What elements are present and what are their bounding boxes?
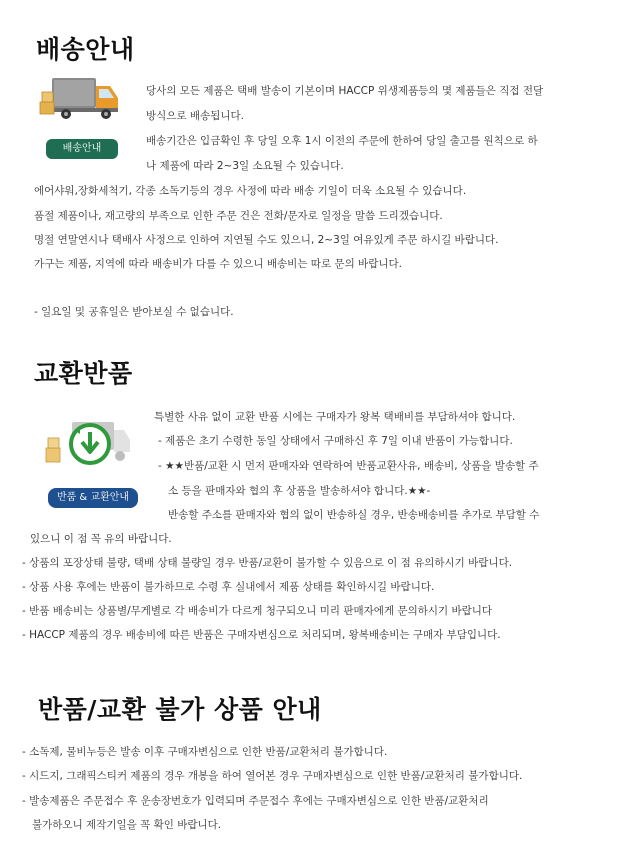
exchange-line: 소 등을 판매자와 협의 후 상품을 발송하셔야 합니다.★★-	[168, 485, 431, 497]
shipping-badge: 배송안내	[46, 139, 118, 159]
shipping-line: 당사의 모든 제품은 택배 발송이 기본이며 HACCP 위생제품등의 몇 제품들은 직접 전달	[146, 85, 544, 97]
shipping-line: 방식으로 배송됩니다.	[146, 110, 244, 122]
delivery-truck-icon	[38, 72, 128, 134]
shipping-line: 에어샤워,장화세척기, 각종 소독기등의 경우 사정에 따라 배송 기일이 더욱 소요될 수 있습니다.	[34, 185, 467, 197]
exchange-line: 있으니 이 점 꼭 유의 바랍니다.	[30, 533, 172, 545]
exchange-line: - 상품의 포장상태 불량, 택배 상태 불량일 경우 반품/교환이 불가할 수 있음으로 이 점 유의하시기 바랍니다.	[22, 557, 513, 569]
nonreturn-line: 불가하오니 제작기일을 꼭 확인 바랍니다.	[32, 819, 222, 831]
exchange-line: - HACCP 제품의 경우 배송비에 따른 반품은 구매자변심으로 처리되며, 왕복배송비는 구매자 부담입니다.	[22, 629, 501, 641]
nonreturn-line: - 소독제, 물비누등은 발송 이후 구매자변심으로 인한 반품/교환처리 불가합니다.	[22, 746, 388, 758]
exchange-line: - ★★반품/교환 시 먼저 판매자와 연락하여 반품교환사유, 배송비, 상품을 발송할 주	[158, 460, 539, 472]
exchange-line: - 반품 배송비는 상품별/무게별로 각 배송비가 다르게 청구되오니 미리 판매자에게 문의하시기 바랍니다	[22, 605, 493, 617]
nonreturn-title: 반품/교환 불가 상품 안내	[38, 695, 322, 724]
shipping-line: 품절 제품이나, 재고량의 부족으로 인한 주문 건은 전화/문자로 일정을 말씀 드리겠습니다.	[34, 210, 443, 222]
exchange-title: 교환반품	[34, 359, 133, 388]
exchange-line: - 상품 사용 후에는 반품이 불가하므로 수령 후 실내에서 제품 상태를 확인하시길 바랍니다.	[22, 581, 435, 593]
shipping-line: 가구는 제품, 지역에 따라 배송비가 다를 수 있으니 배송비는 따로 문의 바랍니다.	[34, 258, 402, 270]
nonreturn-line: - 발송제품은 주문접수 후 운송장번호가 입력되며 주문접수 후에는 구매자변심으로 인한 반품/교환처리	[22, 795, 489, 807]
exchange-badge: 반품 & 교환안내	[48, 488, 138, 508]
exchange-line: 특별한 사유 없이 교환 반품 시에는 구매자가 왕복 택배비를 부담하셔야 합니다.	[154, 411, 516, 423]
shipping-title: 배송안내	[36, 35, 135, 64]
shipping-line: 명절 연말연시나 택배사 사정으로 인하여 지연될 수도 있으니, 2~3일 여유있게 주문 하시길 바랍니다.	[34, 234, 499, 246]
exchange-line: - 제품은 초기 수령한 동일 상태에서 구매하신 후 7일 이내 반품이 가능합니다.	[158, 435, 513, 447]
shipping-line: 배송기간은 입금확인 후 당일 오후 1시 이전의 주문에 한하여 당일 출고를 원칙으로 하	[146, 135, 538, 147]
return-arrow-icon	[44, 412, 138, 480]
shipping-line: 나 제품에 따라 2~3일 소요될 수 있습니다.	[146, 160, 344, 172]
exchange-line: 반송할 주소를 판매자와 협의 없이 반송하실 경우, 반송배송비를 추가로 부담할 수	[168, 509, 540, 521]
nonreturn-line: - 시드지, 그래픽스티커 제품의 경우 개봉을 하여 열어본 경우 구매자변심으로 인한 반품/교환처리 불가합니다.	[22, 770, 523, 782]
shipping-note: - 일요일 및 공휴일은 받아보실 수 없습니다.	[34, 306, 234, 318]
